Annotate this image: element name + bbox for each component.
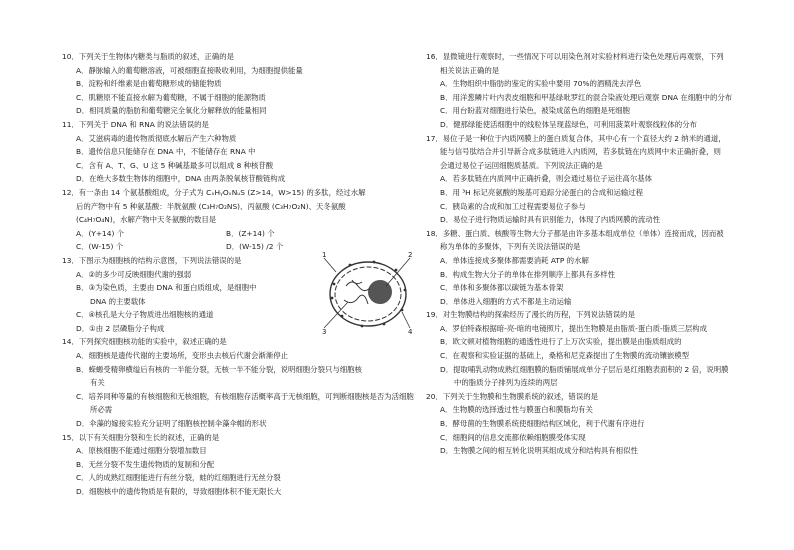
option-a: A．艾滋病毒的遗传物质彻底水解后产生六种物质 <box>76 133 237 143</box>
question-14 <box>62 335 414 430</box>
option-c: C．胰岛素的合成和加工过程需要易位子参与 <box>440 201 586 211</box>
option-d: D．健那绿能使活细胞中的线粒体呈现蓝绿色，可利用菠菜叶观察线粒体的分布 <box>440 119 697 129</box>
question-stem-line2: 相关说法正确的是 <box>440 65 500 75</box>
option-c: C．用台盼蓝对细胞进行染色，被染成蓝色的细胞是死细胞 <box>440 106 630 116</box>
question-12 <box>62 186 414 254</box>
option-b: B．淀粉和纤维素是由葡萄糖形成的储能物质 <box>76 79 222 89</box>
option-b: B．用 ³H 标记亮氨酸的羧基可追踪分泌蛋白的合成和运输过程 <box>440 187 644 197</box>
option-d-cont: 中的脂质分子排列为连续的两层 <box>454 378 558 388</box>
label-line-4 <box>402 312 410 328</box>
question-stem: 10．下列关于生物体内糖类与脂质的叙述，正确的是 <box>62 52 235 61</box>
right-column <box>426 50 762 458</box>
option-b: B．无丝分裂不发生遗传物质的复制和分配 <box>76 459 215 469</box>
question-stem: 14．下列探究细胞核功能的实验中，叙述正确的是 <box>62 337 227 347</box>
question-stem-line3: (C₄H₇O₄N)，水解产物中天冬氨酸的数目是 <box>76 215 217 225</box>
question-11 <box>62 118 414 186</box>
option-b: B．遗传信息只能储存在 DNA 中，不能储存在 RNA 中 <box>76 147 256 157</box>
question-stem-line1: 16．显微镜进行观察时，一些情况下可以用染色剂对实验材料进行染色处理后再观察，下列 <box>426 52 724 61</box>
option-a: A．②的多少可反映细胞代谢的强弱 <box>76 269 192 279</box>
question-18 <box>426 227 762 309</box>
option-b: B．蝾螈受精卵横缢后有核的一半能分裂，无核一半不能分裂，说明细胞分裂只与细胞核 <box>76 364 362 374</box>
option-b: B．欧文顿对植物细胞的通透性进行了上万次实验，提出膜是由脂质组成的 <box>440 337 682 347</box>
question-19 <box>426 308 762 390</box>
question-stem: 11．下列关于 DNA 和 RNA 的说法错误的是 <box>62 119 209 129</box>
option-c: C．人的成熟红细胞能进行有丝分裂，蛙的红细胞进行无丝分裂 <box>76 473 281 483</box>
option-a: A．细胞核是遗传代谢的主要场所，变形虫去核后代谢会渐渐停止 <box>76 351 288 361</box>
option-d: D．提取哺乳动物成熟红细胞膜的脂质铺展成单分子层后是红细胞表面积的 2 倍，说明膜 <box>440 364 729 374</box>
question-stem-line3: 会通过易位子运回细胞质基质。下列说法正确的是 <box>440 160 603 170</box>
option-c: C．细胞间的信息交流都依赖细胞膜受体实现 <box>440 432 586 442</box>
question-stem: 19．对生物膜结构的探索经历了漫长的历程，下列说法错误的是 <box>426 310 635 320</box>
label-4: 4 <box>408 327 413 334</box>
question-stem: 20．下列关于生物膜和生物膜系统的叙述，错误的是 <box>426 391 599 401</box>
option-b-cont: DNA 的主要载体 <box>90 296 146 306</box>
option-b: B．用洋葱鳞片叶内表皮细胞和甲基绿吡罗红的混合染液处理后观察 DNA 在细胞中的分布 <box>440 92 733 102</box>
nucleus-diagram <box>322 250 414 334</box>
option-d: D．单体进入细胞的方式不都是主动运输 <box>440 296 572 306</box>
option-a: A．若多肽链在内质网中正确折叠，则会通过易位子运往高尔基体 <box>440 174 652 184</box>
option-d: D．易位子进行物质运输时具有识别能力，体现了内质网膜的流动性 <box>440 215 661 225</box>
label-line-3 <box>324 302 348 328</box>
question-stem-line2: 称为单体的多聚体，下列有关说法错误的是 <box>440 242 581 252</box>
option-a: A．(Y+14) 个 <box>76 228 125 238</box>
question-13 <box>62 250 414 336</box>
option-c: C．④核孔是大分子物质进出细胞核的通道 <box>76 310 214 320</box>
option-d: D．伞藻的嫁接实验充分证明了细胞核控制伞藻伞帽的形状 <box>76 419 267 429</box>
option-c: C．肌糖原不能直接水解为葡萄糖，不属于细胞的能源物质 <box>76 92 266 102</box>
option-b: B．酵母菌的生物膜系统使细胞结构区域化，利于代谢有序进行 <box>440 419 645 429</box>
option-a: A．静脉输入的葡萄糖溶液，可被细胞直接吸收利用，为细胞提供能量 <box>76 65 303 75</box>
option-c: C．在观察和实验证据的基础上，桑格和尼克森提出了生物膜的流动镶嵌模型 <box>440 351 690 361</box>
label-line-1 <box>324 258 336 272</box>
option-b-cont: 有关 <box>90 378 105 388</box>
option-c: C．培养同种等量的有核细胞和无核细胞，有核细胞存活概率高于无核细胞，可判断细胞核是否为活细胞 <box>76 391 414 401</box>
option-d: D．在绝大多数生物体的细胞中，DNA 由两条脱氧核苷酸链构成 <box>76 174 286 184</box>
question-stem: 15．以下有关细胞分裂和生长的叙述，正确的是 <box>62 432 220 442</box>
option-b: B．③为染色质，主要由 DNA 和蛋白质组成，是细胞中 <box>76 283 257 293</box>
question-stem-line1: 12．有一条由 14 个氨基酸组成，分子式为 CₓHᵧOᵥNᵤS (Z>14，W>15) 的多肽，经过水解 <box>62 187 366 197</box>
option-a: A．生物组织中脂肪的鉴定的实验中要用 70%的酒精洗去浮色 <box>440 79 642 89</box>
option-d: D．细胞核中的遗传物质是有限的，导致细胞体积不能无限长大 <box>76 487 282 496</box>
option-a: A．原核细胞不能通过细胞分裂增加数目 <box>76 446 207 456</box>
question-20 <box>426 390 762 458</box>
label-3: 3 <box>322 327 327 334</box>
option-a: A．罗伯特森根据暗-亮-暗的电镜照片，提出生物膜是由脂质-蛋白质-脂质三层构成 <box>440 323 708 333</box>
option-d: D．①由 2 层磷脂分子构成 <box>76 323 165 333</box>
option-d: D．生物膜之间的相互转化说明其组成成分和结构具有相似性 <box>440 446 638 456</box>
question-stem-line1: 17．易位子是一种位于内质网膜上的蛋白质复合体，其中心有一个直径大约 2 纳米的通道， <box>426 133 726 143</box>
label-1: 1 <box>322 250 327 259</box>
option-row <box>62 227 414 241</box>
option-d: D．(W-15) /2 个 <box>226 242 284 252</box>
question-stem: 13．下图示为细胞核的结构示意图，下列说法错误的是 <box>62 255 242 265</box>
option-c: C．含有 A、T、G、U 这 5 种碱基最多可以组成 8 种核苷酸 <box>76 160 274 170</box>
question-10 <box>62 50 414 118</box>
option-c-cont: 所必需 <box>90 405 113 415</box>
question-17 <box>426 132 762 227</box>
question-15 <box>62 431 414 499</box>
label-2: 2 <box>408 250 413 259</box>
option-a: A．生物膜的选择透过性与膜蛋白和膜脂均有关 <box>440 405 593 415</box>
question-13-text <box>62 254 322 336</box>
option-a: A．单体连接成多聚体都需要消耗 ATP 的水解 <box>440 255 589 265</box>
question-16 <box>426 50 762 132</box>
option-b: B．(Z+14) 个 <box>226 228 275 238</box>
option-b: B．构成生物大分子的单体在排列顺序上都具有多样性 <box>440 269 616 279</box>
chromatin <box>344 280 370 304</box>
option-d: D．相同质量的脂肪和葡萄糖完全氧化分解释放的能量相同 <box>76 106 267 116</box>
left-column <box>62 50 414 499</box>
option-c: C．单体和多聚体都以碳链为基本骨架 <box>440 283 564 293</box>
question-stem-line2: 能与信号肽结合并引导新合成多肽链进入内质网，若多肽链在内质网中未正确折叠，则 <box>440 147 721 157</box>
option-c: C．(W-15) 个 <box>76 242 124 252</box>
question-stem-line2: 后的产物中有 5 种氨基酸：半胱氨酸 (C₃H₇O₂NS)、丙氨酸 (C₃H₇O₂N)、天冬氨酸 <box>76 201 346 211</box>
question-stem-line1: 18．多糖、蛋白质、核酸等生物大分子都是由许多基本组成单位（单体）连接而成，因而被 <box>426 228 724 238</box>
